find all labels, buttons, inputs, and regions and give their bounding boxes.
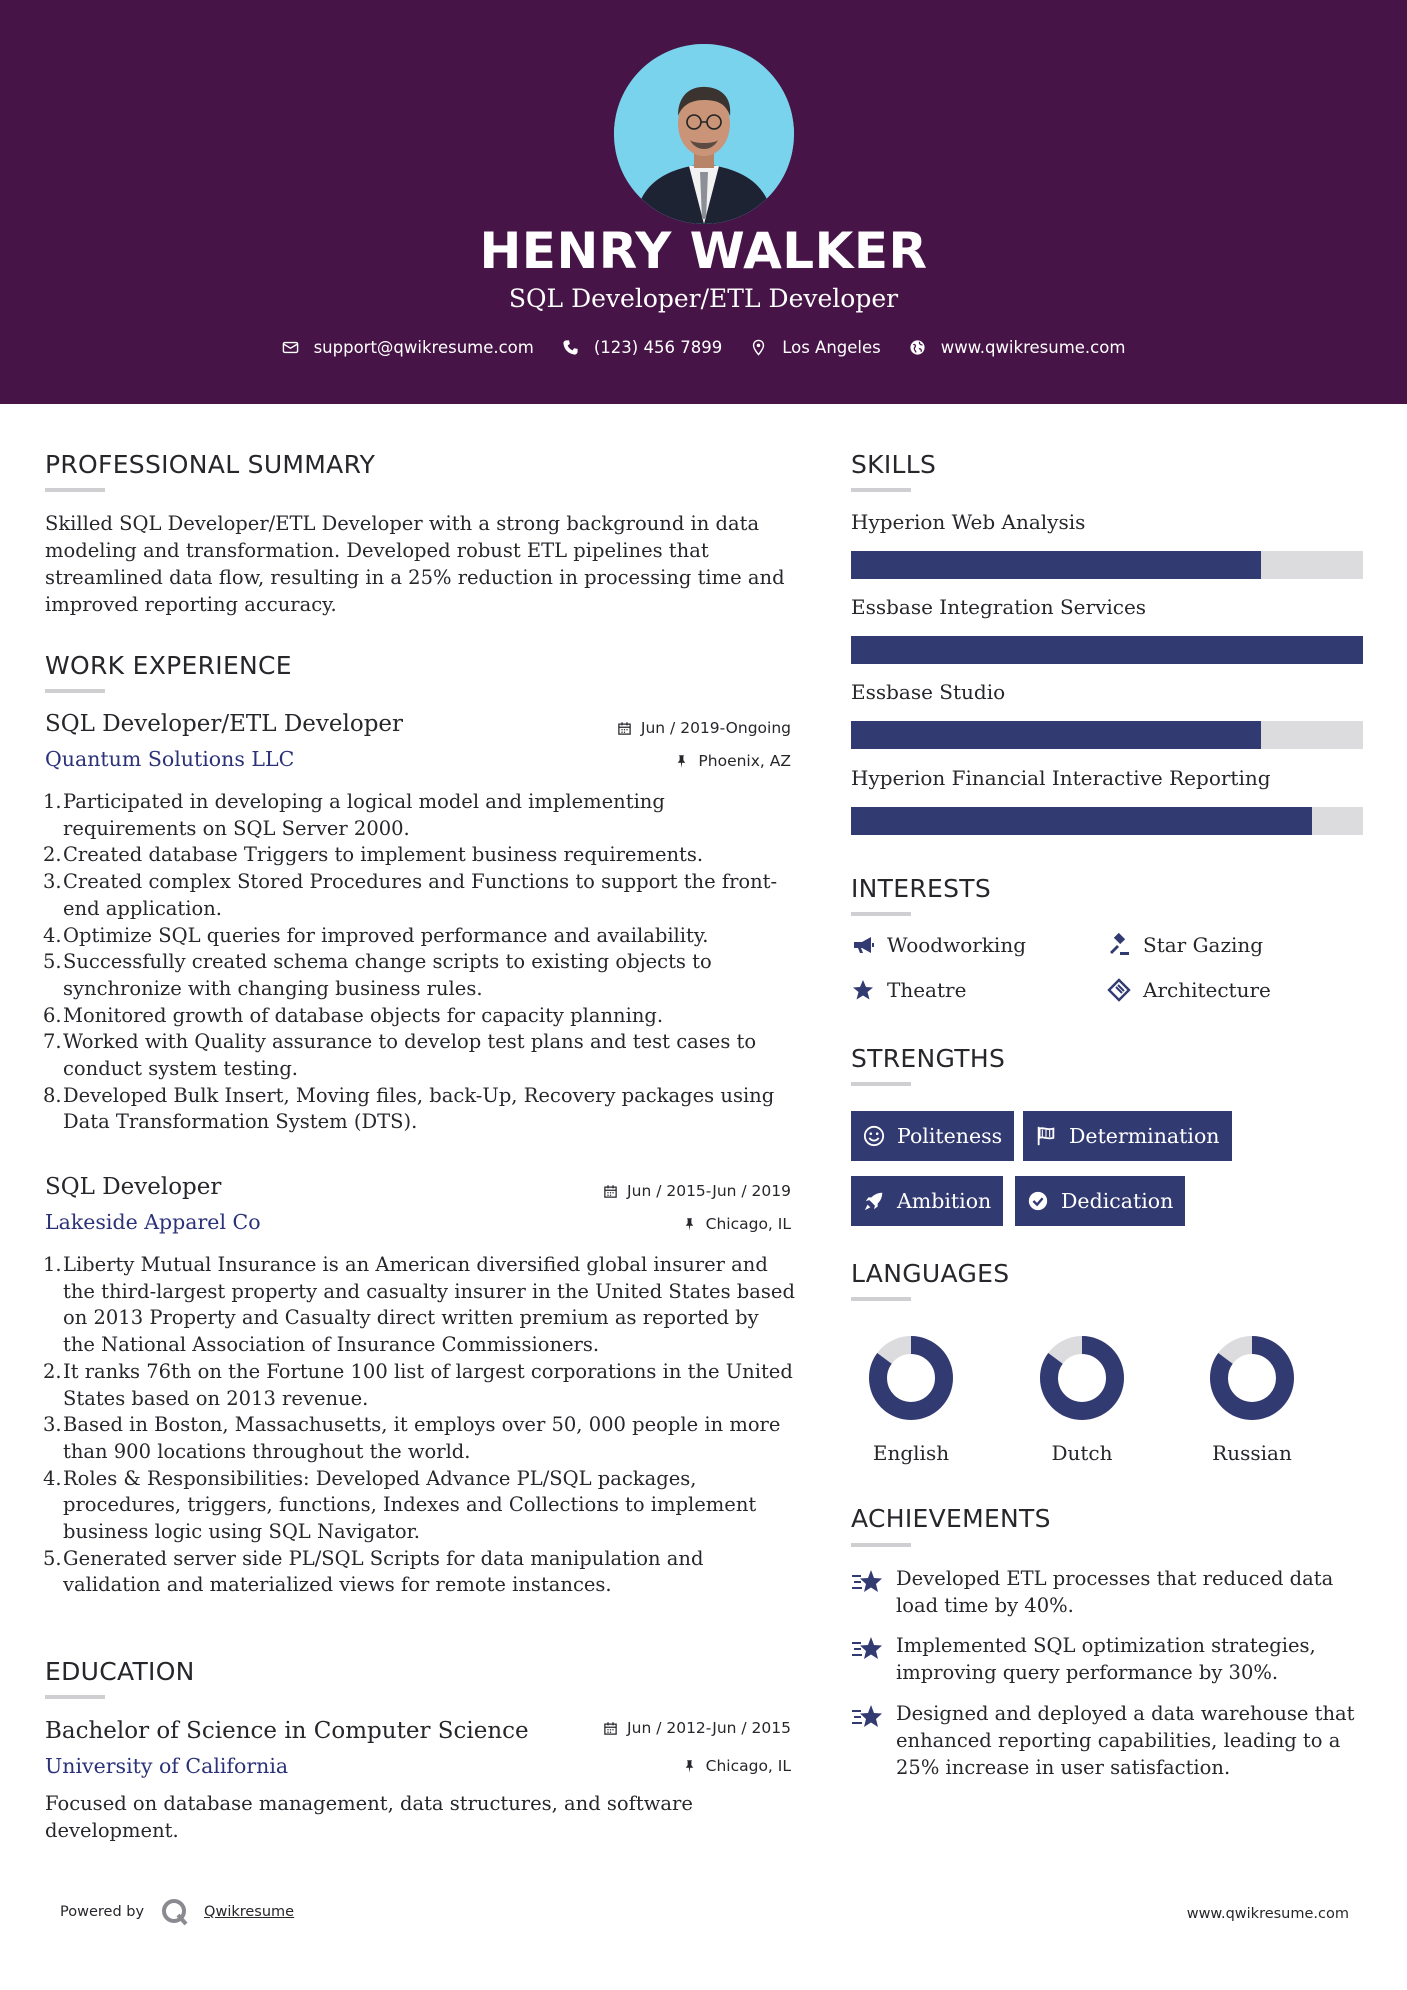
- calendar-icon: [603, 1184, 618, 1199]
- interests-heading: INTERESTS: [851, 874, 992, 903]
- degree-title: Bachelor of Science in Computer Science: [45, 1718, 529, 1744]
- interest-label: Star Gazing: [1143, 933, 1264, 957]
- strength-tag: [851, 1111, 1014, 1161]
- qwikresume-logo-icon: [160, 1897, 190, 1927]
- summary-heading: PROFESSIONAL SUMMARY: [45, 450, 376, 479]
- skill-name: Hyperion Web Analysis: [851, 510, 1086, 534]
- star-icon: [851, 978, 875, 1002]
- shooting-star-icon: [851, 1634, 885, 1664]
- achievement-text: Designed and deployed a data warehouse that enhanced reporting capabilities, leading to a 25% increase in user satisfaction.: [896, 1702, 1355, 1779]
- strength-tag: [851, 1176, 1003, 1226]
- footer-powered-by: [60, 1897, 294, 1927]
- shooting-star-icon: [851, 1702, 885, 1732]
- education-location-text: Chicago, IL: [705, 1757, 791, 1775]
- education-dates: [603, 1719, 791, 1737]
- company-name: Lakeside Apparel Co: [45, 1210, 261, 1234]
- interest-label: Architecture: [1143, 978, 1271, 1002]
- strength-label: Ambition: [897, 1189, 992, 1213]
- list-item: Successfully created schema change scripts to existing objects to synchronize with changing business rules.: [63, 950, 712, 1000]
- achievement-item: [851, 1632, 1371, 1686]
- achievement-text: Developed ETL processes that reduced data load time by 40%.: [896, 1567, 1334, 1617]
- achievement-text: Implemented SQL optimization strategies, improving query performance by 30%.: [896, 1634, 1316, 1684]
- interest-item: [1107, 933, 1263, 957]
- language-level-donut: [1207, 1333, 1297, 1423]
- education-location: [682, 1757, 791, 1775]
- bullhorn-icon: [851, 933, 875, 957]
- skill-bar: [851, 721, 1363, 749]
- job-location: [674, 752, 791, 770]
- education-heading: EDUCATION: [45, 1657, 195, 1686]
- smile-icon: [863, 1125, 885, 1147]
- contact-email-text: support@qwikresume.com: [313, 338, 534, 357]
- globe-icon: [909, 339, 926, 356]
- skill-bar-fill: [851, 807, 1312, 835]
- list-item: Monitored growth of database objects for capacity planning.: [63, 1003, 664, 1027]
- skill-bar-fill: [851, 721, 1261, 749]
- achievements-divider: [851, 1543, 911, 1547]
- job-responsibilities: [43, 789, 795, 1136]
- interest-item: [851, 978, 966, 1002]
- job-dates-text: Jun / 2015-Jun / 2019: [627, 1182, 791, 1200]
- shooting-star-icon: [851, 1567, 885, 1597]
- contact-phone-text: (123) 456 7899: [593, 338, 723, 357]
- profile-photo: [614, 44, 794, 224]
- map-marker-icon: [750, 339, 767, 356]
- skill-name: Essbase Integration Services: [851, 595, 1147, 619]
- calendar-icon: [603, 1721, 618, 1736]
- list-item: It ranks 76th on the Fortune 100 list of largest corporations in the United States based on 2013 revenue.: [63, 1359, 793, 1410]
- education-description: Focused on database management, data structures, and software development.: [45, 1792, 693, 1842]
- contact-location: [750, 338, 881, 357]
- strength-tag: [1023, 1111, 1232, 1161]
- languages-divider: [851, 1297, 911, 1301]
- job-dates: [603, 1182, 791, 1200]
- job-title: SQL Developer/ETL Developer: [45, 711, 404, 737]
- language-item: [1022, 1333, 1142, 1465]
- achievement-item: [851, 1565, 1371, 1619]
- ticket-icon: [1107, 978, 1131, 1002]
- pushpin-icon: [682, 1759, 697, 1774]
- skill-bar-fill: [851, 551, 1261, 579]
- qwikresume-link[interactable]: Qwikresume: [204, 1904, 295, 1920]
- achievements-heading: ACHIEVEMENTS: [851, 1504, 1051, 1533]
- interest-item: [851, 933, 1026, 957]
- candidate-name: HENRY WALKER: [479, 222, 928, 280]
- contact-email[interactable]: [282, 338, 534, 357]
- experience-heading: WORK EXPERIENCE: [45, 651, 292, 680]
- skills-divider: [851, 488, 911, 492]
- person-portrait-icon: [614, 44, 794, 224]
- list-item: Based in Boston, Massachusetts, it employs over 50, 000 people in more than 900 locations throughout the world.: [63, 1413, 781, 1463]
- list-item: Participated in developing a logical model and implementing requirements on SQL Server 2000.: [63, 790, 665, 840]
- check-circle-icon: [1027, 1190, 1049, 1212]
- achievement-item: [851, 1700, 1371, 1781]
- job-title: SQL Developer: [45, 1174, 222, 1200]
- job-location-text: Phoenix, AZ: [698, 752, 791, 770]
- candidate-title: SQL Developer/ETL Developer: [508, 284, 899, 313]
- contact-phone[interactable]: [562, 338, 722, 357]
- skill-bar: [851, 551, 1363, 579]
- pushpin-icon: [674, 754, 689, 769]
- skills-heading: SKILLS: [851, 450, 937, 479]
- resume-header: [0, 0, 1407, 404]
- powered-by-text: Powered by: [60, 1904, 145, 1920]
- envelope-icon: [282, 339, 299, 356]
- job-dates-text: Jun / 2019-Ongoing: [640, 719, 791, 737]
- interest-label: Woodworking: [887, 933, 1027, 957]
- contact-location-text: Los Angeles: [782, 338, 881, 357]
- summary-divider: [45, 488, 105, 492]
- language-name: English: [872, 1441, 950, 1465]
- education-divider: [45, 1695, 105, 1699]
- gavel-icon: [1107, 933, 1131, 957]
- list-item: Created database Triggers to implement business requirements.: [63, 843, 704, 867]
- skill-bar: [851, 636, 1363, 664]
- calendar-icon: [617, 721, 632, 736]
- interest-label: Theatre: [887, 978, 967, 1002]
- list-item: Generated server side PL/SQL Scripts for data manipulation and validation and materialized views for remote instances.: [63, 1546, 704, 1597]
- languages-heading: LANGUAGES: [851, 1259, 1010, 1288]
- list-item: Created complex Stored Procedures and Functions to support the front-end application.: [63, 870, 778, 920]
- language-level-donut: [1037, 1333, 1127, 1423]
- contact-website-text: www.qwikresume.com: [940, 338, 1126, 357]
- job-dates: [617, 719, 791, 737]
- school-name: University of California: [45, 1754, 289, 1778]
- strength-label: Determination: [1069, 1124, 1220, 1148]
- skill-name: Essbase Studio: [851, 680, 1006, 704]
- skill-name: Hyperion Financial Interactive Reporting: [851, 766, 1271, 790]
- skill-bar-fill: [851, 636, 1363, 664]
- interests-divider: [851, 912, 911, 916]
- list-item: Liberty Mutual Insurance is an American diversified global insurer and the third-largest property and casualty insurer in the United States based on 2013 Property and Casualty direct written premium as reported by the National Association of Insurance Commissioners.: [63, 1253, 795, 1357]
- skill-bar: [851, 807, 1363, 835]
- strengths-divider: [851, 1082, 911, 1086]
- list-item: Roles & Responsibilities: Developed Advance PL/SQL packages, procedures, triggers, functions, Indexes and Collections to implement business logic using SQL Navigator.: [63, 1466, 757, 1544]
- interest-item: [1107, 978, 1271, 1002]
- strengths-heading: STRENGTHS: [851, 1044, 1006, 1073]
- job-responsibilities: [43, 1252, 795, 1599]
- job-location-text: Chicago, IL: [705, 1215, 791, 1233]
- strength-label: Politeness: [897, 1124, 1003, 1148]
- language-name: Russian: [1212, 1441, 1292, 1465]
- language-name: Dutch: [1051, 1441, 1113, 1465]
- footer-website[interactable]: www.qwikresume.com: [1186, 1906, 1349, 1922]
- phone-icon: [562, 339, 579, 356]
- strength-tag: [1015, 1176, 1185, 1226]
- language-level-donut: [866, 1333, 956, 1423]
- language-item: [851, 1333, 971, 1465]
- experience-divider: [45, 689, 105, 693]
- company-name: Quantum Solutions LLC: [45, 747, 295, 771]
- contact-website[interactable]: [909, 338, 1126, 357]
- contact-bar: [0, 338, 1407, 357]
- job-location: [682, 1215, 791, 1233]
- list-item: Developed Bulk Insert, Moving files, back-Up, Recovery packages using Data Transformation System (DTS).: [63, 1083, 775, 1134]
- strength-label: Dedication: [1061, 1189, 1174, 1213]
- rocket-icon: [863, 1190, 885, 1212]
- language-item: [1192, 1333, 1312, 1465]
- pushpin-icon: [682, 1217, 697, 1232]
- list-item: Optimize SQL queries for improved performance and availability.: [63, 923, 709, 947]
- flag-icon: [1035, 1125, 1057, 1147]
- list-item: Worked with Quality assurance to develop test plans and test cases to conduct system testing.: [63, 1030, 757, 1081]
- summary-text: Skilled SQL Developer/ETL Developer with a strong background in data modeling and transformation. Developed robust ETL pipelines that streamlined data flow, resulting in a 25% reduction in processing time and improved reporting accuracy.: [45, 512, 785, 616]
- education-dates-text: Jun / 2012-Jun / 2015: [627, 1719, 791, 1737]
